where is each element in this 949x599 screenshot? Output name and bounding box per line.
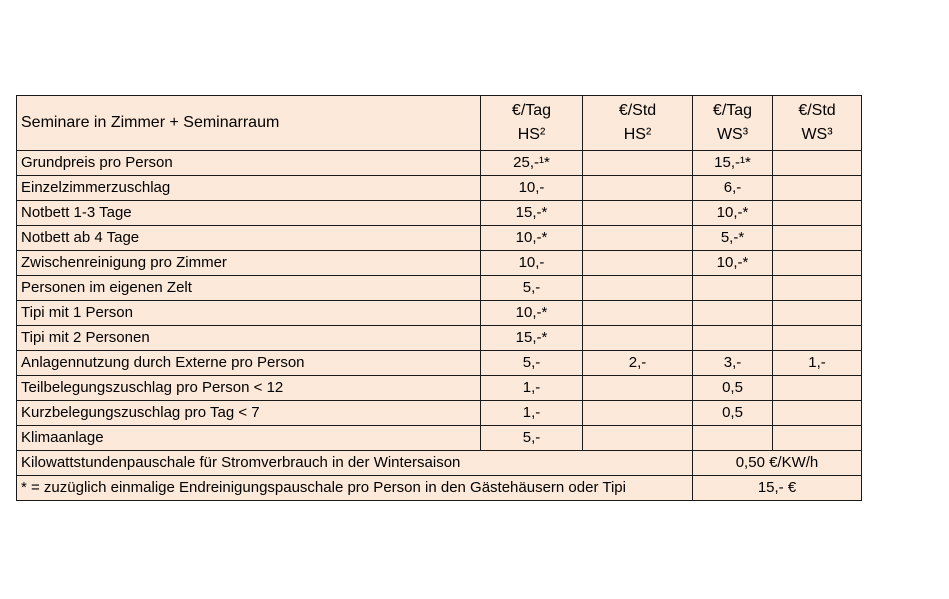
price-cell: 15,-* [481,201,583,226]
price-cell: 25,-¹* [481,151,583,176]
table-row [17,251,862,276]
price-cell [773,301,862,326]
table-header-row [17,96,862,151]
price-cell: 10,- [481,176,583,201]
price-cell [773,201,862,226]
price-cell [773,376,862,401]
row-label: Einzelzimmerzuschlag [17,176,481,201]
price-cell [583,401,693,426]
price-cell [583,151,693,176]
column-header-unit: €/Std [798,102,836,119]
price-cell: 0,5 [693,401,773,426]
row-label: Tipi mit 2 Personen [17,326,481,351]
price-cell [773,401,862,426]
price-cell: 5,-* [693,226,773,251]
column-header-season: WS³ [801,126,833,143]
summary-label: Kilowattstundenpauschale für Stromverbrauch in der Wintersaison [17,451,693,476]
summary-row [17,476,862,501]
column-header-std-hs [583,96,693,151]
price-cell: 5,- [481,276,583,301]
price-cell [693,301,773,326]
row-label: Notbett 1-3 Tage [17,201,481,226]
price-cell [773,426,862,451]
price-cell: 0,5 [693,376,773,401]
price-table [16,95,862,501]
table-row [17,301,862,326]
row-label: Grundpreis pro Person [17,151,481,176]
table-row [17,326,862,351]
price-cell: 3,- [693,351,773,376]
price-cell: 1,- [481,376,583,401]
row-label: Anlagennutzung durch Externe pro Person [17,351,481,376]
price-cell [583,201,693,226]
row-label: Personen im eigenen Zelt [17,276,481,301]
table-row [17,426,862,451]
column-header-season: WS³ [716,126,749,143]
price-cell: 1,- [773,351,862,376]
price-cell [583,301,693,326]
row-label: Notbett ab 4 Tage [17,226,481,251]
price-cell: 5,- [481,426,583,451]
price-cell: 10,-* [481,226,583,251]
table-row [17,176,862,201]
column-header-tag-hs [481,96,583,151]
column-header-unit: €/Tag [712,102,753,119]
row-label: Tipi mit 1 Person [17,301,481,326]
table-row [17,151,862,176]
price-cell [583,426,693,451]
table-title: Seminare in Zimmer + Seminarraum [17,96,481,151]
row-label: Kurzbelegungszuschlag pro Tag < 7 [17,401,481,426]
price-cell: 10,- [481,251,583,276]
price-cell: 1,- [481,401,583,426]
table-row [17,226,862,251]
column-header-tag-ws [693,96,773,151]
price-cell: 10,-* [693,251,773,276]
price-cell [583,376,693,401]
price-cell: 15,-* [481,326,583,351]
price-cell [693,426,773,451]
price-cell [583,251,693,276]
row-label: Zwischenreinigung pro Zimmer [17,251,481,276]
column-header-unit: €/Std [618,102,657,119]
price-cell: 10,-* [481,301,583,326]
table-row [17,351,862,376]
summary-value: 0,50 €/KW/h [693,451,862,476]
row-label: Teilbelegungszuschlag pro Person < 12 [17,376,481,401]
column-header-unit: €/Tag [511,102,552,119]
price-cell: 10,-* [693,201,773,226]
summary-value: 15,- € [693,476,862,501]
row-label: Klimaanlage [17,426,481,451]
column-header-season: HS² [517,126,546,143]
price-cell: 2,- [583,351,693,376]
summary-label: * = zuzüglich einmalige Endreinigungspauschale pro Person in den Gästehäusern oder Tipi [17,476,693,501]
price-cell [773,251,862,276]
price-cell [773,226,862,251]
price-cell [583,176,693,201]
table-row [17,376,862,401]
price-cell: 6,- [693,176,773,201]
price-cell [583,326,693,351]
table-row [17,401,862,426]
price-cell [583,276,693,301]
price-cell [583,226,693,251]
price-cell [773,276,862,301]
price-cell [773,326,862,351]
price-cell: 5,- [481,351,583,376]
price-cell [773,151,862,176]
summary-row [17,451,862,476]
price-cell [693,326,773,351]
price-cell [773,176,862,201]
column-header-std-ws [773,96,862,151]
column-header-season: HS² [623,126,652,143]
price-cell: 15,-¹* [693,151,773,176]
table-row [17,201,862,226]
price-cell [693,276,773,301]
table-row [17,276,862,301]
